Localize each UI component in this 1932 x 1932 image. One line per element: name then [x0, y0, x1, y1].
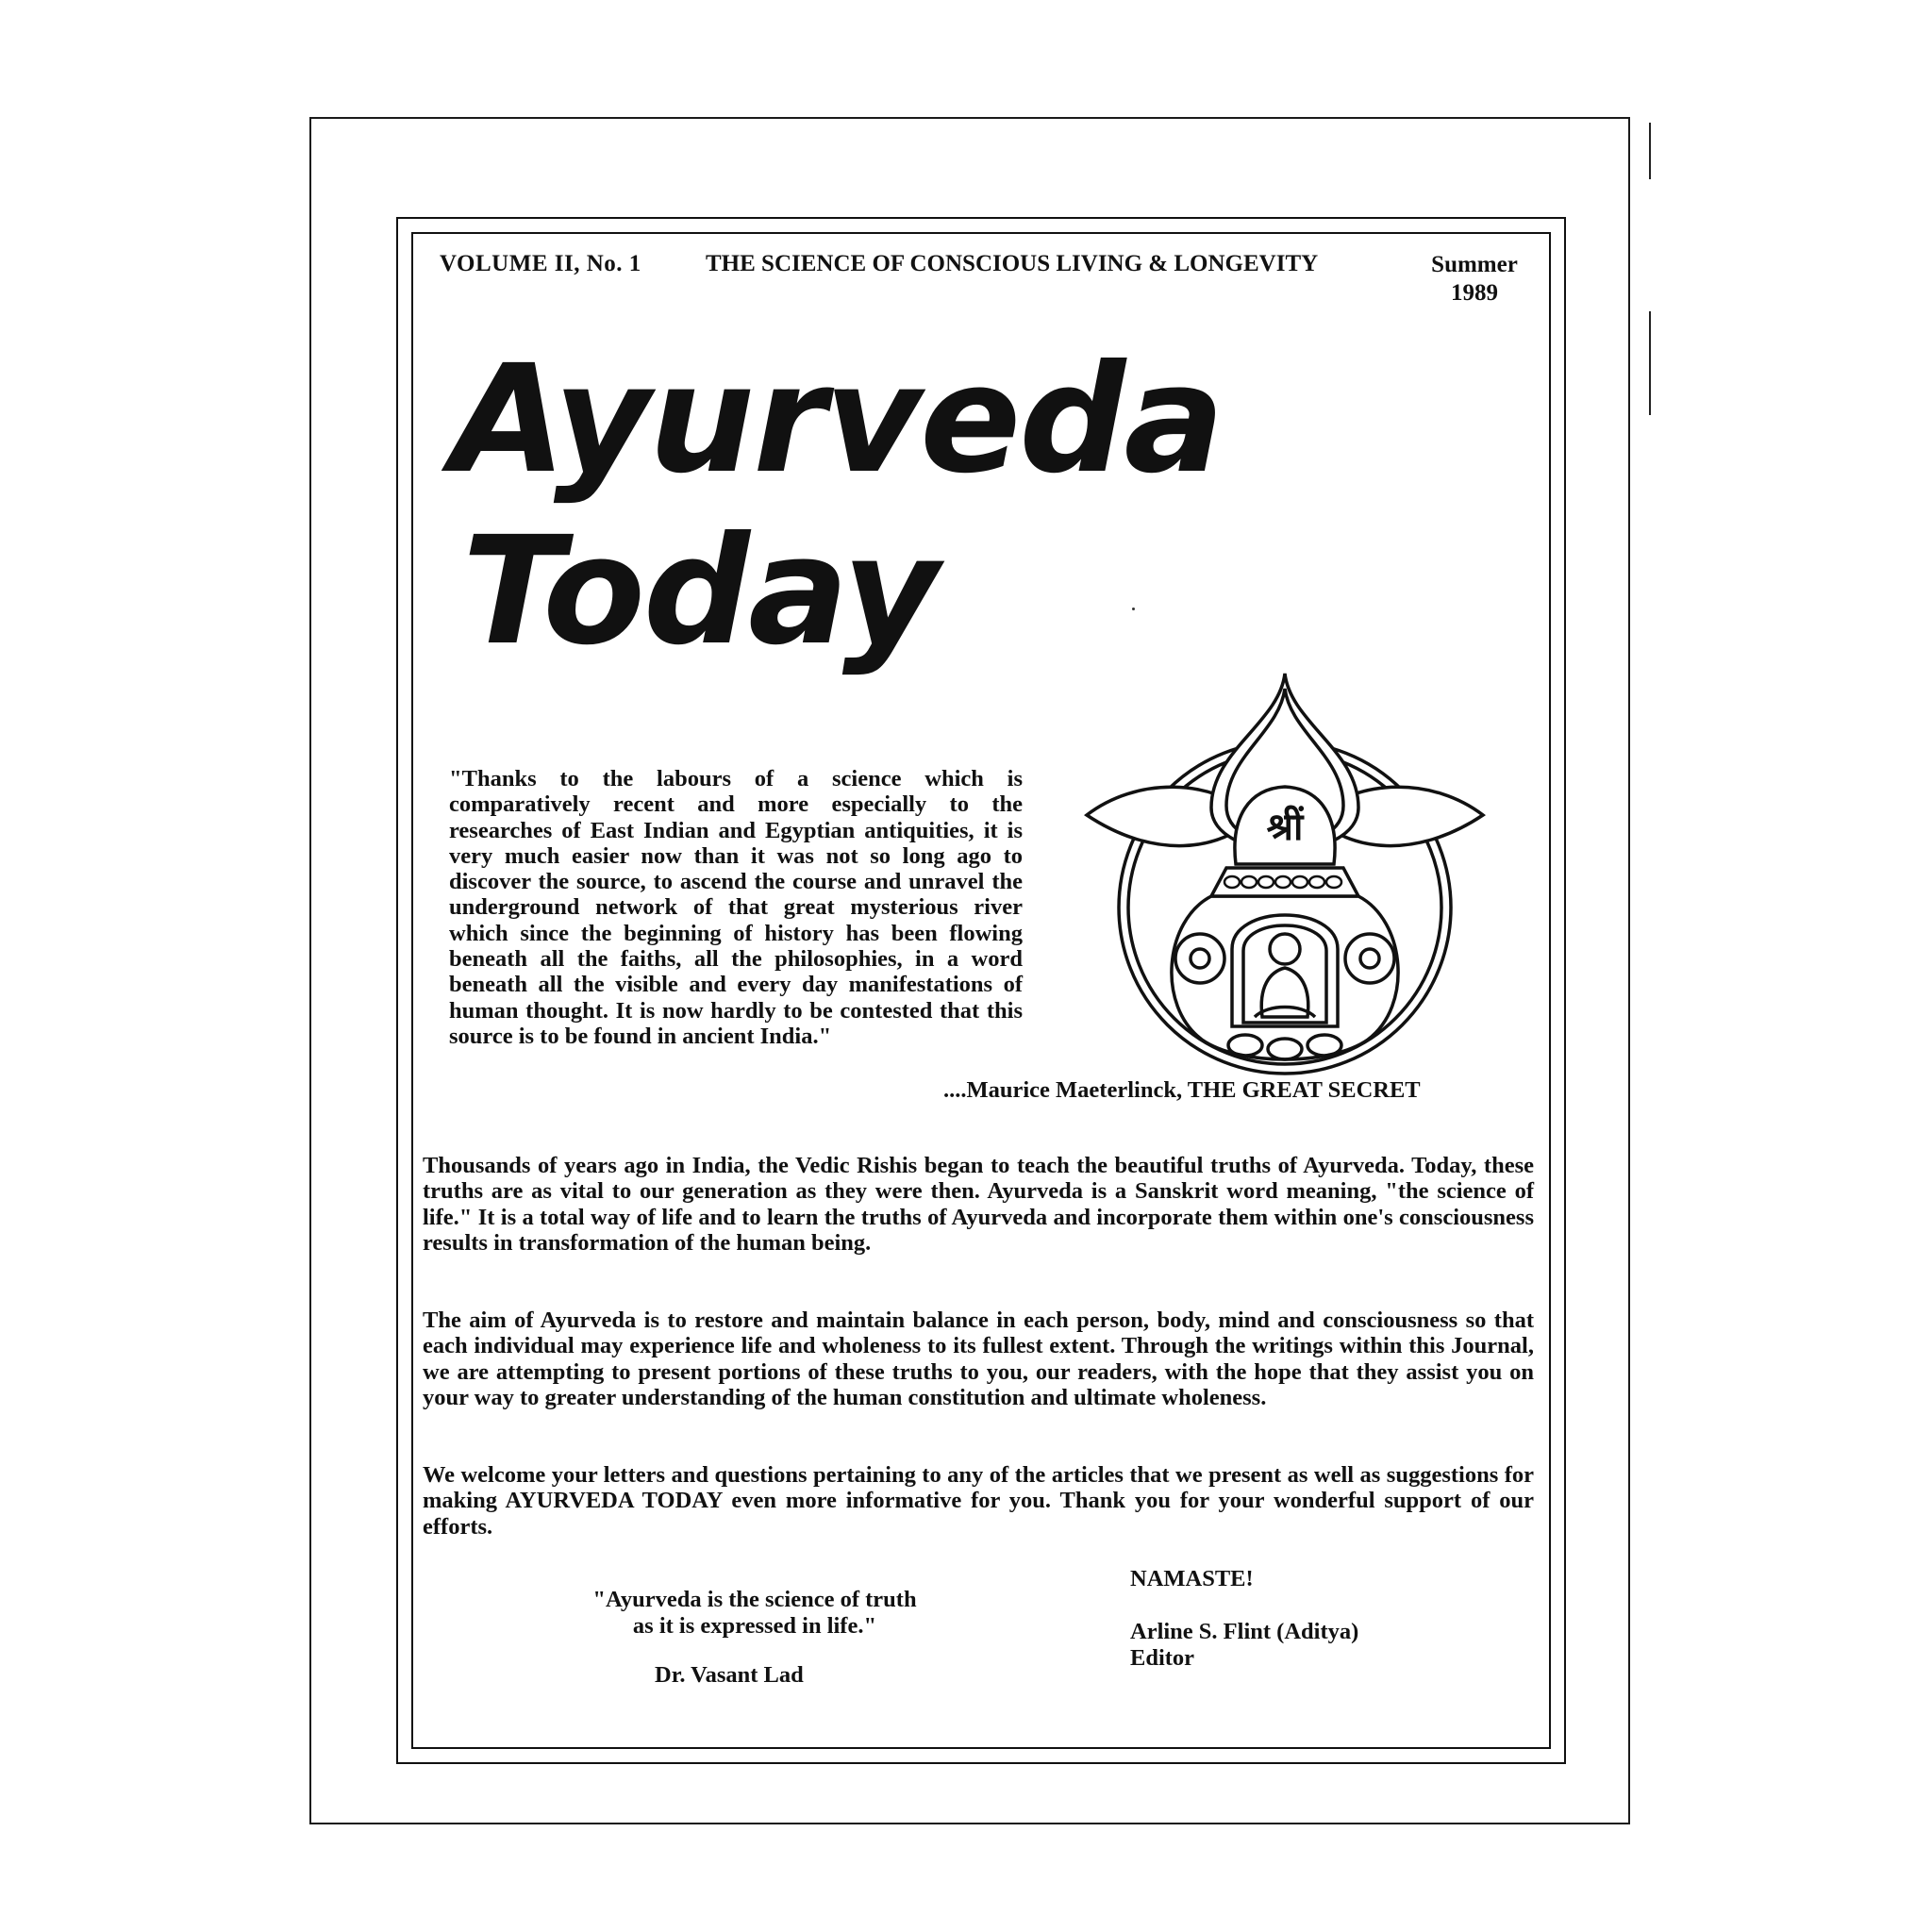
- closing-greeting: NAMASTE!: [1130, 1566, 1254, 1591]
- newsletter-tagline: THE SCIENCE OF CONSCIOUS LIVING & LONGEVITY: [706, 251, 1319, 276]
- masthead-today: Today: [462, 505, 938, 678]
- lotus-kalash-emblem-icon: [1070, 666, 1500, 1077]
- lad-quote-author: Dr. Vasant Lad: [655, 1662, 804, 1688]
- editor-signature: [1130, 1619, 1358, 1672]
- editor-name: Arline S. Flint (Aditya): [1130, 1619, 1359, 1644]
- volume-number: VOLUME II, No. 1: [440, 251, 641, 276]
- body-paragraph-3: We welcome your letters and questions pertaining to any of the articles that we present as well as suggestions for making AYURVEDA TODAY even more informative for you. Thank you for your wonderful support of our efforts.: [423, 1462, 1534, 1540]
- lad-quote-line-1: "Ayurveda is the science of truth: [592, 1587, 917, 1612]
- scan-edge-mark: [1649, 123, 1651, 179]
- body-paragraph-2: The aim of Ayurveda is to restore and maintain balance in each person, body, mind and consciousness so that each individual may experience life and wholeness to its fullest extent. Through the writings within this Journal, we are attempting to present portions of these truths to you, our readers, with the hope that they assist you on your way to greater understanding of the human constitution and ultimate wholeness.: [423, 1307, 1534, 1411]
- maeterlinck-quote: "Thanks to the labours of a science which is comparatively recent and more especially to the researches of East Indian and Egyptian antiquities, it is very much easier now than it was not so long ago to discover the source, to ascend the course and unravel the underground network of that great mysterious river which since the beginning of history has been flowing beneath all the faiths, all the philosophies, in a word beneath all the visible and every day manifestations of human thought. It is now hardly to be contested that this source is to be found in ancient India.": [449, 766, 1023, 1049]
- shreem-glyph: श्रीं: [1266, 806, 1304, 849]
- issue-season: Summer: [1431, 252, 1518, 277]
- masthead-ayurveda: Ayurveda: [451, 333, 1224, 507]
- body-paragraph-1: Thousands of years ago in India, the Vedic Rishis began to teach the beautiful truths of Ayurveda. Today, these truths are as vital to our generation as they were then. Ayurveda is a Sanskrit word meaning, "the science of life." It is a total way of life and to learn the truths of Ayurveda and incorporate them within one's consciousness results in transformation of the human being.: [423, 1153, 1534, 1257]
- scan-edge-mark: [1649, 311, 1651, 415]
- editor-title: Editor: [1130, 1645, 1195, 1671]
- issue-date: [1423, 251, 1526, 308]
- issue-year: 1989: [1451, 280, 1498, 306]
- vasant-lad-quote: [547, 1587, 962, 1640]
- quote-attribution: ....Maurice Maeterlinck, THE GREAT SECRET: [943, 1077, 1421, 1103]
- lad-quote-line-2: as it is expressed in life.": [632, 1613, 877, 1639]
